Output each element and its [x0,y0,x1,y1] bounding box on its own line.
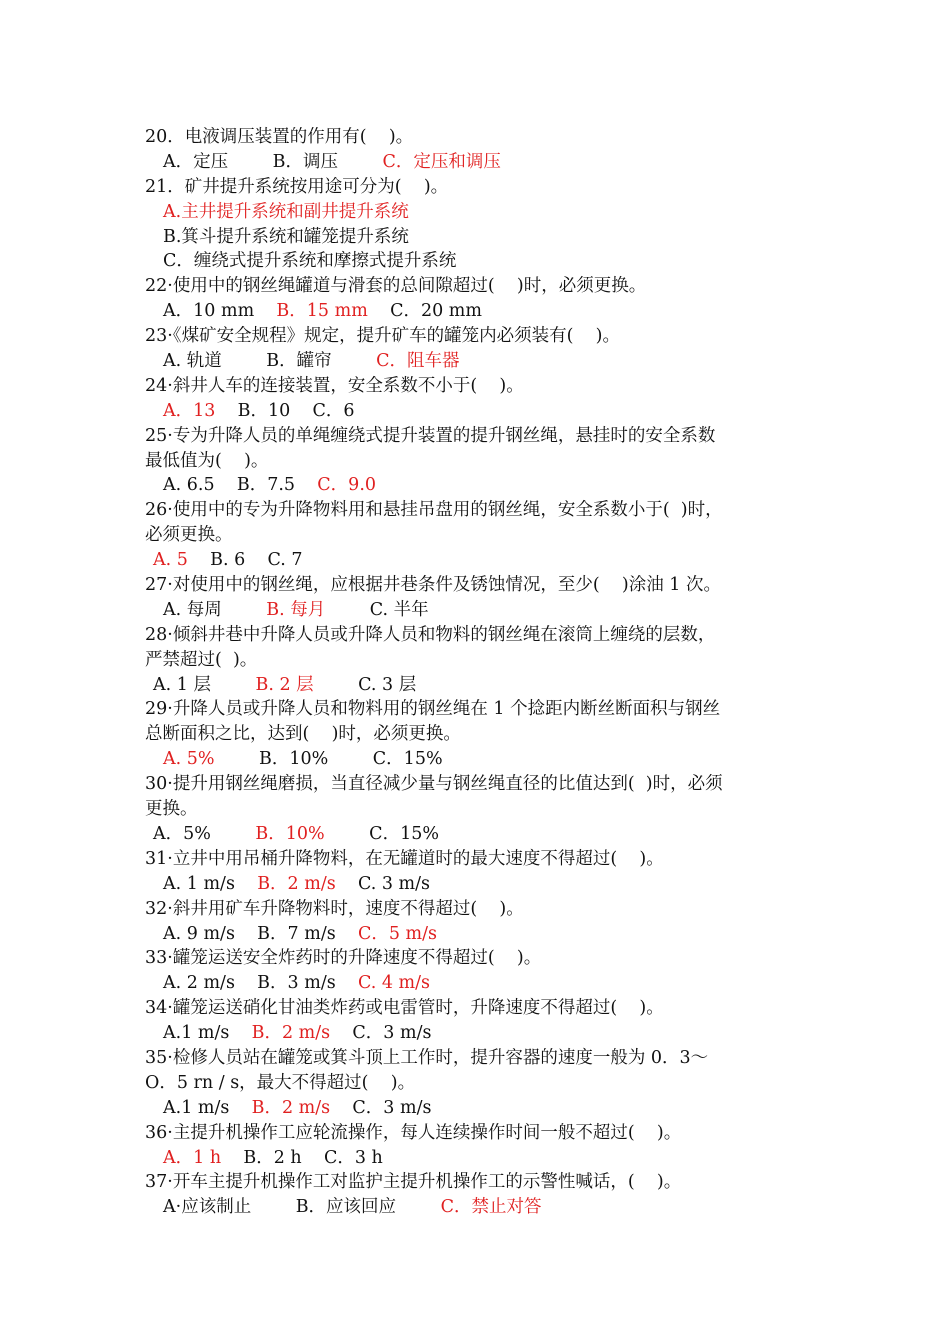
correct-answer: A. 5 [153,550,188,571]
question-text-continued: 严禁超过( )。 [145,649,258,670]
question-text: 31·立井中用吊桶升降物料，在无罐道时的最大速度不得超过( )。 [145,848,664,869]
question-block [145,897,810,947]
answer-options [145,473,810,498]
question-block [145,946,810,996]
answer-options [145,225,810,250]
question-block [145,697,810,772]
answer-options [145,399,810,424]
question-block [145,424,810,499]
answer-options [145,150,810,175]
question-text: 35·检修人员站在罐笼或箕斗顶上工作时，提升容器的速度一般为 0．3～ [145,1047,709,1068]
answer-option: A. 轨道 B．罐帘 [163,351,377,372]
correct-answer: C．定压和调压 [382,151,501,172]
answer-options [145,1195,810,1220]
answer-option: A. 每周 [163,599,267,620]
question-text-continued: 最低值为( )。 [145,450,269,471]
answer-option: C．15% [324,823,439,844]
correct-answer: C．5 m/s [357,923,438,944]
question-text: 27·对使用中的钢丝绳，应根据井巷条件及锈蚀情况，至少( )涂油 1 次。 [145,575,721,596]
answer-options [145,249,810,274]
answer-option: A．10 mm [163,301,277,322]
question-text: 23·《煤矿安全规程》规定，提升矿车的罐笼内必须装有( )。 [145,326,620,347]
answer-option: A. 6.5 B．7.5 [163,475,318,496]
question-block [145,996,810,1046]
question-text: 32·斜井用矿车升降物料时，速度不得超过( )。 [145,898,524,919]
answer-option: C．20 mm [367,301,482,322]
question-block [145,1170,810,1220]
question-text-continued: O．5 rn / s，最大不得超过( )。 [145,1072,416,1093]
answer-option: A.1 m/s [163,1097,252,1118]
question-text: 22·使用中的钢丝绳罐道与滑套的总间隙超过( )时，必须更换。 [145,276,647,297]
answer-option: A. 1 m/s [163,873,258,894]
answer-option: C. 半年 [325,599,429,620]
correct-answer: C．禁止对答 [440,1197,542,1218]
question-block [145,1121,810,1171]
answer-options [145,1096,810,1121]
correct-answer: B．2 m/s [251,1023,331,1044]
answer-option: C．缠绕式提升系统和摩擦式提升系统 [163,251,457,272]
question-text: 26·使用中的专为升降物料用和悬挂吊盘用的钢丝绳，安全系数小于( )时， [145,500,723,521]
question-list [145,125,810,1220]
question-text: 34·罐笼运送硝化甘油类炸药或电雷管时，升降速度不得超过( )。 [145,998,664,1019]
question-block [145,772,810,847]
answer-option: C．3 m/s [330,1097,432,1118]
question-block [145,623,810,698]
answer-option: A．5% [153,823,256,844]
answer-option: A．定压 B．调压 [163,151,383,172]
answer-options [145,1021,810,1046]
answer-options [145,349,810,374]
answer-option: A. 1 层 [153,674,256,695]
answer-option: C．3 m/s [330,1023,432,1044]
answer-options [145,922,810,947]
question-block [145,274,810,324]
question-block [145,175,810,275]
answer-options [145,822,810,847]
answer-option: C. 3 层 [313,674,417,695]
answer-option: A. 2 m/s B．3 m/s [163,973,358,994]
correct-answer: B．10% [255,823,325,844]
correct-answer: B．2 m/s [251,1097,331,1118]
correct-answer: B. 每月 [266,599,326,620]
answer-option: B．2 h C．3 h [221,1147,383,1168]
correct-answer: C．9.0 [317,475,377,496]
answer-options [145,1146,810,1171]
answer-option: A. 9 m/s B．7 m/s [163,923,358,944]
question-block [145,1046,810,1121]
question-block [145,324,810,374]
question-text: 20．电液调压装置的作用有( )。 [145,127,414,147]
correct-answer: A.主井提升系统和副井提升系统 [163,201,409,222]
question-block [145,374,810,424]
answer-options [145,673,810,698]
answer-options [145,598,810,623]
answer-option: A.1 m/s [163,1023,252,1044]
question-block [145,125,810,175]
correct-answer: A. 5% [163,749,215,770]
question-text: 29·升降人员或升降人员和物料用的钢丝绳在 1 个捻距内断丝断面积与钢丝 [145,699,721,720]
answer-options [145,747,810,772]
question-text-continued: 必须更换。 [145,525,233,546]
correct-answer: C．阻车器 [376,351,460,372]
answer-option: B. 6 C. 7 [187,550,303,571]
question-text: 21．矿井提升系统按用途可分为( )。 [145,176,449,197]
answer-options [145,872,810,897]
question-block [145,498,810,573]
correct-answer: C. 4 m/s [357,973,431,994]
answer-option: A·应该制止 B．应该回应 [163,1197,441,1218]
question-text-continued: 总断面积之比，达到( )时，必须更换。 [145,724,461,745]
answer-options [145,971,810,996]
answer-option: B．10% C．15% [214,749,443,770]
question-block [145,847,810,897]
question-block [145,573,810,623]
question-text: 24·斜井人车的连接装置，安全系数不小于( )。 [145,375,524,396]
correct-answer: B. 2 层 [255,674,314,695]
question-text: 36·主提升机操作工应轮流操作，每人连续操作时间一般不超过( )。 [145,1122,682,1143]
question-text: 28·倾斜井巷中升降人员或升降人员和物料的钢丝绳在滚筒上缠绕的层数， [145,624,716,645]
correct-answer: A．1 h [163,1147,222,1168]
answer-options [145,548,810,573]
correct-answer: B．2 m/s [257,873,336,894]
question-text: 30·提升用钢丝绳磨损，当直径减少量与钢丝绳直径的比值达到( )时，必须 [145,774,723,795]
correct-answer: B．15 mm [276,301,368,322]
question-text: 37·开车主提升机操作工对监护主提升机操作工的示警性喊话，( )。 [145,1172,682,1193]
answer-options [145,200,810,225]
answer-option: B.箕斗提升系统和罐笼提升系统 [163,226,409,247]
correct-answer: A．13 [163,400,216,421]
answer-options [145,299,810,324]
answer-option: B．10 C．6 [215,400,355,421]
answer-option: C. 3 m/s [335,873,431,894]
question-text-continued: 更换。 [145,799,198,820]
question-text: 33·罐笼运送安全炸药时的升降速度不得超过( )。 [145,948,542,969]
question-text: 25·专为升降人员的单绳缠绕式提升装置的提升钢丝绳，悬挂时的安全系数 [145,425,716,446]
